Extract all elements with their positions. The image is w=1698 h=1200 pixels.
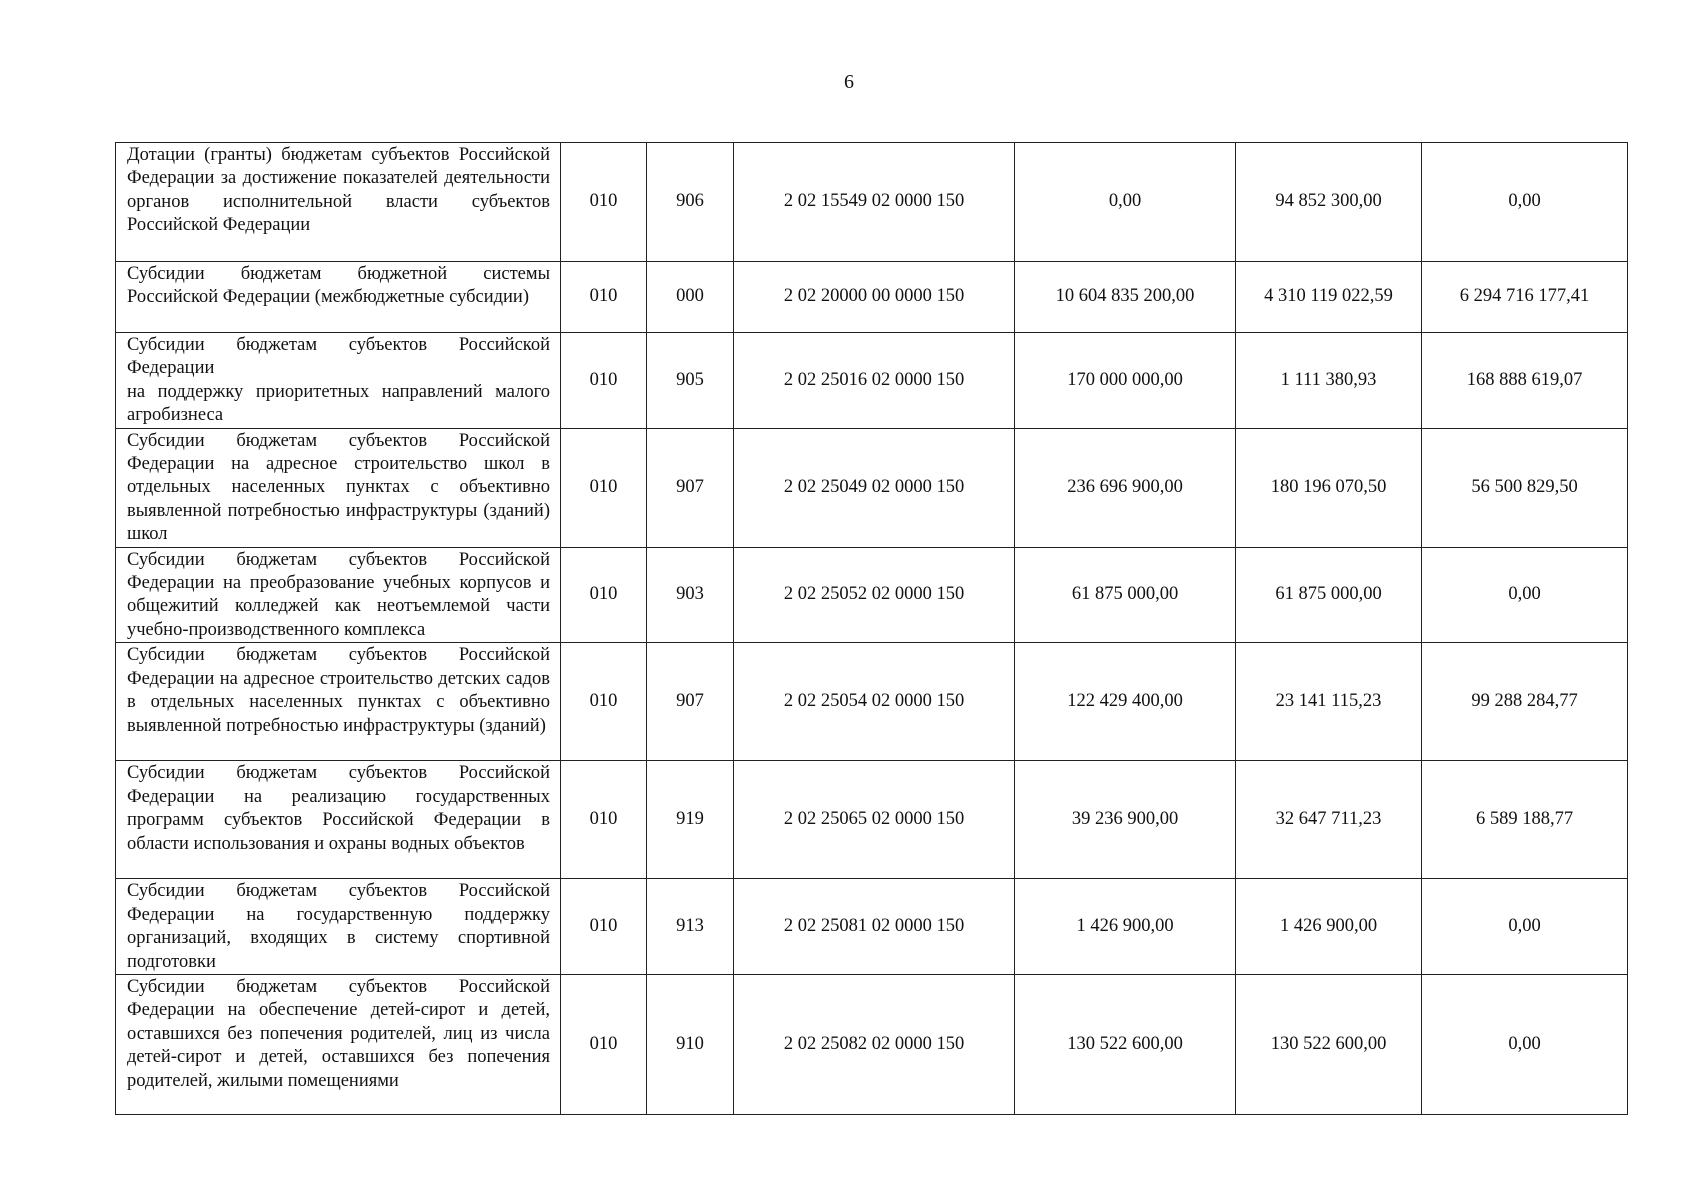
value-2-cell: 1 426 900,00 <box>1236 879 1422 975</box>
code-a-cell: 010 <box>561 333 647 429</box>
table-row <box>116 262 1628 333</box>
code-a-cell: 010 <box>561 262 647 333</box>
value-3-cell: 0,00 <box>1422 547 1628 643</box>
kbk-cell: 2 02 25049 02 0000 150 <box>734 428 1015 547</box>
row-description: Субсидии бюджетам субъектов Российской Федерации на государственную поддержку организаций, входящих в систему спортивной подготовки <box>116 879 561 975</box>
row-description: Дотации (гранты) бюджетам субъектов Российской Федерации за достижение показателей деятельности органов исполнительной власти субъектов Российской Федерации <box>116 143 561 262</box>
code-b-cell: 905 <box>647 333 734 429</box>
code-b-cell: 000 <box>647 262 734 333</box>
code-b-cell: 910 <box>647 974 734 1114</box>
kbk-cell: 2 02 20000 00 0000 150 <box>734 262 1015 333</box>
value-2-cell: 130 522 600,00 <box>1236 974 1422 1114</box>
budget-table-body <box>116 143 1628 1115</box>
row-description: Субсидии бюджетам бюджетной системы Российской Федерации (межбюджетные субсидии) <box>116 262 561 333</box>
value-2-cell: 94 852 300,00 <box>1236 143 1422 262</box>
budget-table <box>115 142 1628 1115</box>
row-description: Субсидии бюджетам субъектов Российской Федерации на адресное строительство школ в отдельных населенных пунктах с объективно выявленной потребностью инфраструктуры (зданий) школ <box>116 428 561 547</box>
value-2-cell: 61 875 000,00 <box>1236 547 1422 643</box>
value-3-cell: 0,00 <box>1422 974 1628 1114</box>
code-a-cell: 010 <box>561 974 647 1114</box>
value-1-cell: 61 875 000,00 <box>1015 547 1236 643</box>
value-1-cell: 130 522 600,00 <box>1015 974 1236 1114</box>
value-2-cell: 1 111 380,93 <box>1236 333 1422 429</box>
table-row <box>116 143 1628 262</box>
code-a-cell: 010 <box>561 761 647 879</box>
row-description: Субсидии бюджетам субъектов Российской Федерации на адресное строительство детских садов в отдельных населенных пунктах с объективно выявленной потребностью инфраструктуры (зданий) <box>116 643 561 761</box>
value-3-cell: 0,00 <box>1422 879 1628 975</box>
kbk-cell: 2 02 25016 02 0000 150 <box>734 333 1015 429</box>
value-1-cell: 236 696 900,00 <box>1015 428 1236 547</box>
value-3-cell: 0,00 <box>1422 143 1628 262</box>
kbk-cell: 2 02 25082 02 0000 150 <box>734 974 1015 1114</box>
value-1-cell: 122 429 400,00 <box>1015 643 1236 761</box>
kbk-cell: 2 02 25065 02 0000 150 <box>734 761 1015 879</box>
row-description: Субсидии бюджетам субъектов Российской Федерации на реализацию государственных программ субъектов Российской Федерации в области использования и охраны водных объектов <box>116 761 561 879</box>
row-description: Субсидии бюджетам субъектов Российской Федерации на обеспечение детей-сирот и детей, оставшихся без попечения родителей, лиц из числа детей-сирот и детей, оставшихся без попечения родителей, жилыми помещениями <box>116 974 561 1114</box>
table-row <box>116 974 1628 1114</box>
value-2-cell: 23 141 115,23 <box>1236 643 1422 761</box>
page-number: 6 <box>844 71 854 93</box>
value-2-cell: 4 310 119 022,59 <box>1236 262 1422 333</box>
code-a-cell: 010 <box>561 643 647 761</box>
value-3-cell: 56 500 829,50 <box>1422 428 1628 547</box>
code-b-cell: 903 <box>647 547 734 643</box>
table-row <box>116 333 1628 429</box>
table-row <box>116 643 1628 761</box>
kbk-cell: 2 02 25081 02 0000 150 <box>734 879 1015 975</box>
code-b-cell: 919 <box>647 761 734 879</box>
code-a-cell: 010 <box>561 547 647 643</box>
table-row <box>116 761 1628 879</box>
value-2-cell: 32 647 711,23 <box>1236 761 1422 879</box>
value-3-cell: 168 888 619,07 <box>1422 333 1628 429</box>
code-a-cell: 010 <box>561 879 647 975</box>
code-a-cell: 010 <box>561 143 647 262</box>
code-b-cell: 906 <box>647 143 734 262</box>
code-b-cell: 907 <box>647 643 734 761</box>
value-3-cell: 99 288 284,77 <box>1422 643 1628 761</box>
value-1-cell: 39 236 900,00 <box>1015 761 1236 879</box>
kbk-cell: 2 02 25052 02 0000 150 <box>734 547 1015 643</box>
code-b-cell: 913 <box>647 879 734 975</box>
value-1-cell: 10 604 835 200,00 <box>1015 262 1236 333</box>
row-description: Субсидии бюджетам субъектов Российской Федерации на поддержку приоритетных направлений малого агробизнеса <box>116 333 561 429</box>
value-2-cell: 180 196 070,50 <box>1236 428 1422 547</box>
row-description: Субсидии бюджетам субъектов Российской Федерации на преобразование учебных корпусов и общежитий колледжей как неотъемлемой части учебно-производственного комплекса <box>116 547 561 643</box>
code-b-cell: 907 <box>647 428 734 547</box>
table-row <box>116 428 1628 547</box>
value-1-cell: 170 000 000,00 <box>1015 333 1236 429</box>
table-row <box>116 879 1628 975</box>
value-1-cell: 1 426 900,00 <box>1015 879 1236 975</box>
kbk-cell: 2 02 15549 02 0000 150 <box>734 143 1015 262</box>
code-a-cell: 010 <box>561 428 647 547</box>
value-3-cell: 6 294 716 177,41 <box>1422 262 1628 333</box>
value-3-cell: 6 589 188,77 <box>1422 761 1628 879</box>
value-1-cell: 0,00 <box>1015 143 1236 262</box>
kbk-cell: 2 02 25054 02 0000 150 <box>734 643 1015 761</box>
table-row <box>116 547 1628 643</box>
